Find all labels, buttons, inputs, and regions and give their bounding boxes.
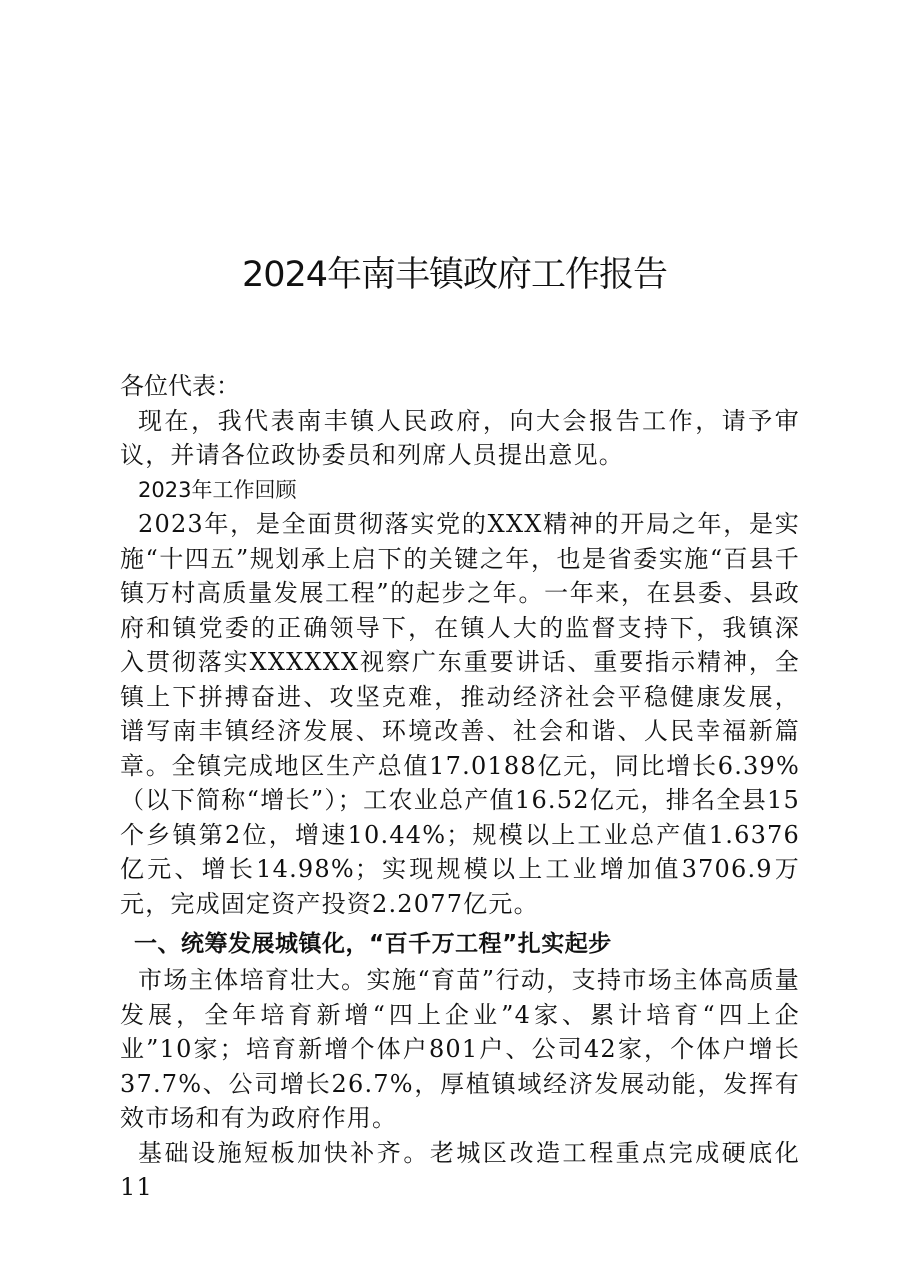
review-paragraph: 2023年，是全面贯彻落实党的XXX精神的开局之年，是实施“十四五”规划承上启下的关键之年，也是省委实施“百县千镇万村高质量发展工程”的起步之年。一年来，在县委、县政府和镇党委的正确领导下，在镇人大的监督支持下，我镇深入贯彻落实XXXXXX视察广东重要讲话、重要指示精神，全镇上下拼搏奋进、攻坚克难，推动经济社会平稳健康发展，谱写南丰镇经济发展、环境改善、社会和谐、人民幸福新篇章。全镇完成地区生产总值17.0188亿元，同比增长6.39%（以下简称“增长”）；工农业总产值16.52亿元，排名全县15个乡镇第2位，增速10.44%；规模以上工业总产值1.6376亿元、增长14.98%；实现规模以上工业增加值3706.9万元，完成固定资产投资2.2077亿元。 [120,510,800,918]
section-heading-1: 一、统筹发展城镇化，“百千万工程”扎实起步 [134,931,612,957]
intro-paragraph: 现在，我代表南丰镇人民政府，向大会报告工作，请予审议，并请各位政协委员和列席人员提出意见。 [120,406,800,469]
document-body [120,369,800,1205]
infrastructure-paragraph: 基础设施短板加快补齐。老城区改造工程重点完成硬底化11 [120,1138,800,1201]
market-paragraph: 市场主体培育壮大。实施“育苗”行动，支持市场主体高质量发展，全年培育新增“四上企业”4家、累计培育“四上企业”10家；培育新增个体户801户、公司42家，个体户增长37.7%、公司增长26.7%，厚植镇域经济发展动能，发挥有效市场和有为政府作用。 [120,966,800,1132]
section-review-title: 2023年工作回顾 [138,477,297,502]
document-title: 2024年南丰镇政府工作报告 [241,255,668,295]
salutation: 各位代表： [120,372,240,400]
